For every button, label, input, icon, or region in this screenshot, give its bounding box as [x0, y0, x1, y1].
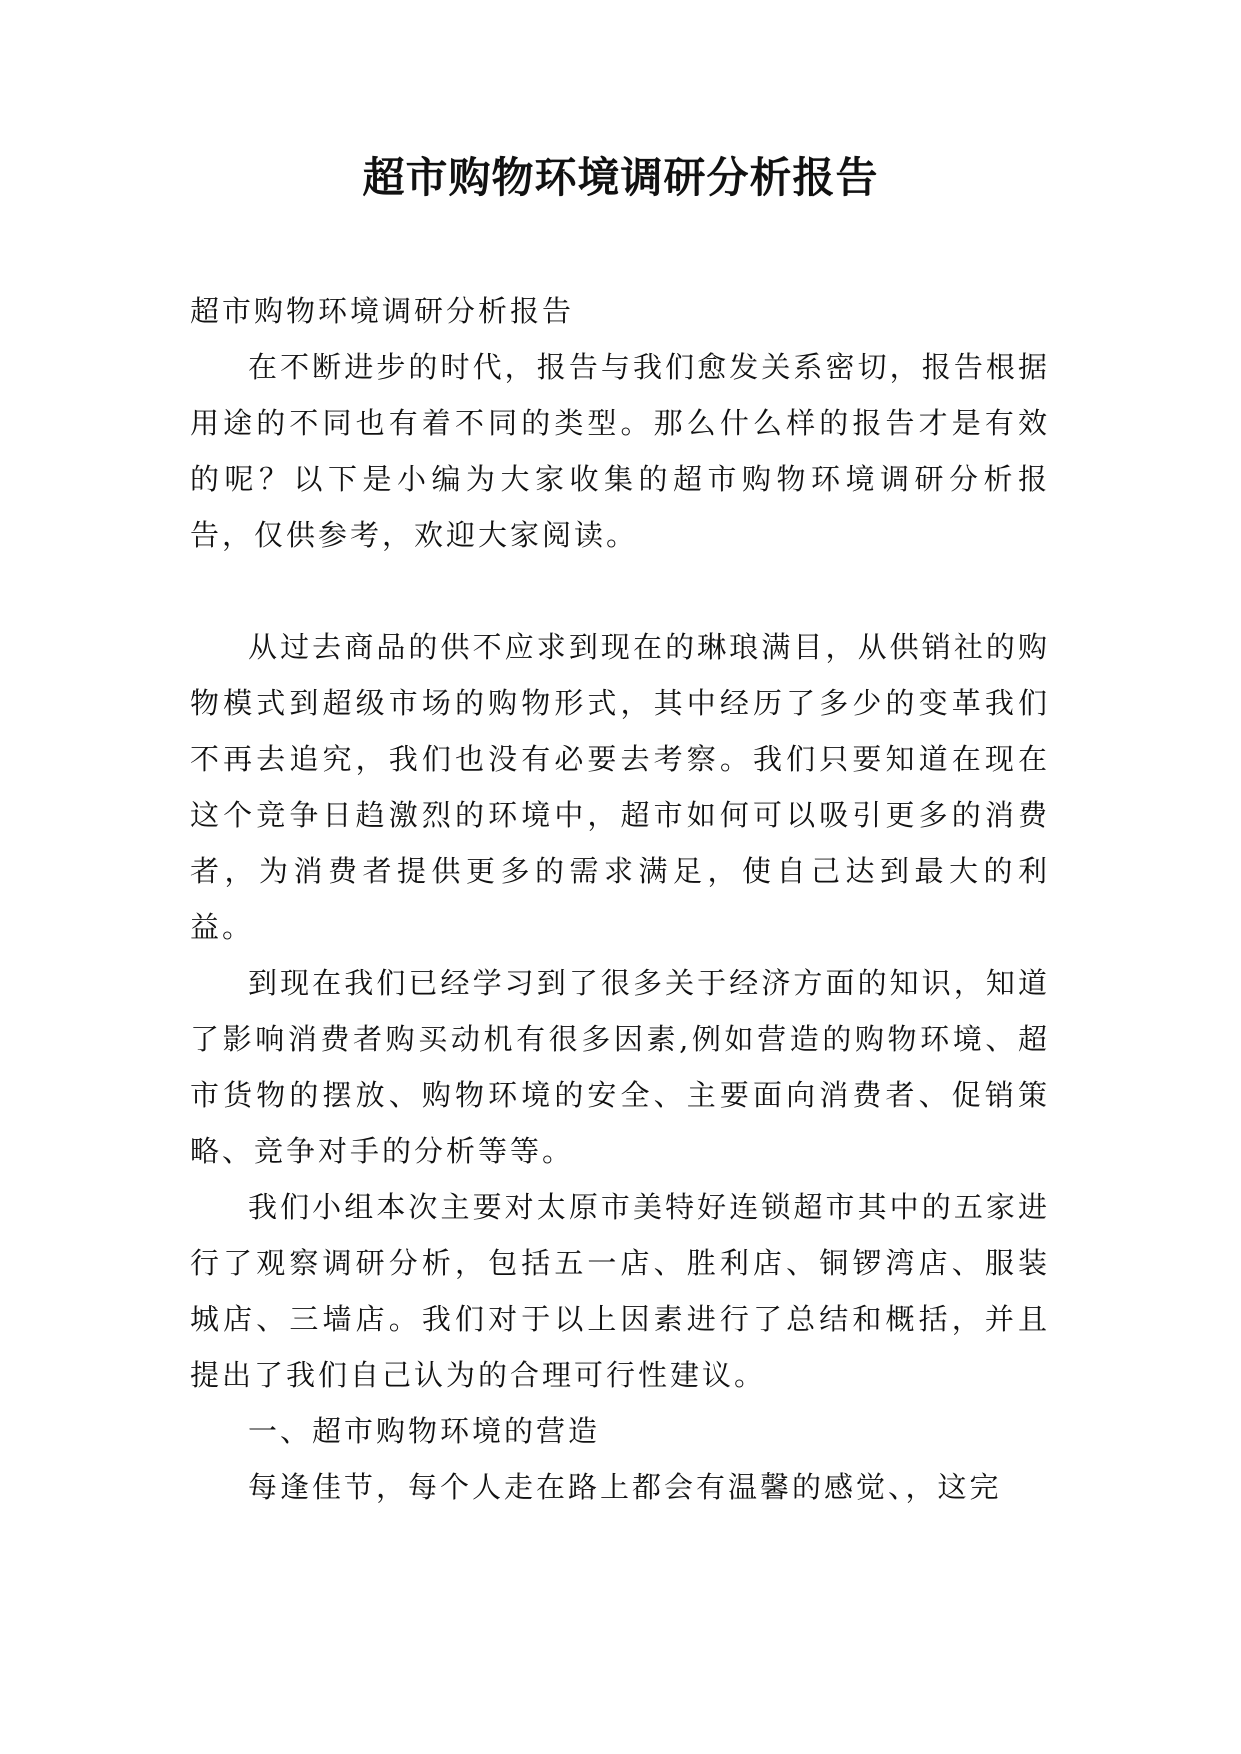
intro-paragraph: 在不断进步的时代，报告与我们愈发关系密切，报告根据用途的不同也有着不同的类型。那么什么样的报告才是有效的呢？以下是小编为大家收集的超市购物环境调研分析报告，仅供参考，欢迎大家阅读。 — [190, 350, 1050, 552]
paragraph-spacer — [190, 563, 1050, 619]
body-paragraph: 到现在我们已经学习到了很多关于经济方面的知识，知道了影响消费者购买动机有很多因素,例如营造的购物环境、超市货物的摆放、购物环境的安全、主要面向消费者、促销策略、竞争对手的分析等等。 — [190, 966, 1050, 1168]
body-paragraph: 从过去商品的供不应求到现在的琳琅满目，从供销社的购物模式到超级市场的购物形式，其中经历了多少的变革我们不再去追究，我们也没有必要去考察。我们只要知道在现在这个竞争日趋激烈的环境中，超市如何可以吸引更多的消费者，为消费者提供更多的需求满足，使自己达到最大的利益。 — [190, 630, 1050, 944]
document-body — [190, 283, 1050, 1515]
body-paragraph: 我们小组本次主要对太原市美特好连锁超市其中的五家进行了观察调研分析，包括五一店、胜利店、铜锣湾店、服装城店、三墙店。我们对于以上因素进行了总结和概括，并且提出了我们自己认为的合理可行性建议。 — [190, 1190, 1050, 1392]
document-subtitle: 超市购物环境调研分析报告 — [190, 294, 575, 328]
document-title: 超市购物环境调研分析报告 — [362, 153, 879, 202]
body-paragraph: 每逢佳节，每个人走在路上都会有温馨的感觉、，这完 — [248, 1470, 1002, 1504]
section-heading: 一、超市购物环境的营造 — [248, 1414, 601, 1448]
